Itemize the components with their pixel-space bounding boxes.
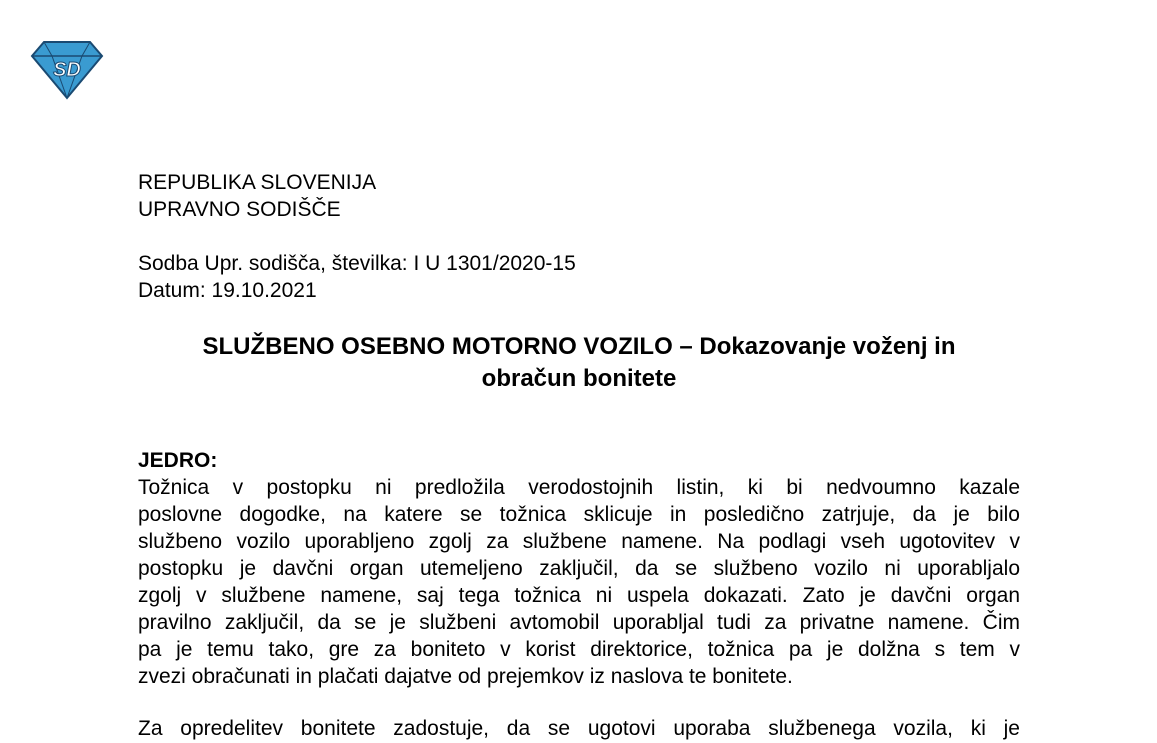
jedro-paragraph-2 [138, 715, 1020, 742]
jedro-heading: JEDRO: [138, 449, 218, 472]
court-logo [30, 40, 104, 100]
paragraph-line: postopku je davčni organ utemeljeno zaključil, da se službeno vozilo ni uporabljalo [138, 557, 1020, 580]
title-line-2: obračun bonitete [481, 365, 677, 392]
court-name: UPRAVNO SODIŠČE [138, 198, 341, 221]
country-name: REPUBLIKA SLOVENIJA [138, 171, 377, 194]
paragraph-line: službeno vozilo uporabljeno zgolj za službene namene. Na podlagi vseh ugotovitev v [138, 530, 1020, 553]
paragraph-line: pravilno zaključil, da se je službeni avtomobil uporabljal tudi za privatne namene. Čim [138, 611, 1020, 634]
logo-letters: SD [53, 59, 81, 81]
paragraph-line: pa je temu tako, gre za boniteto v korist direktorice, tožnica pa je dolžna s tem v [138, 638, 1020, 661]
paragraph-line: Tožnica v postopku ni predložila verodostojnih listin, ki bi nedvoumno kazale [138, 476, 1020, 499]
case-reference [138, 250, 1020, 304]
court-header [138, 169, 1020, 223]
paragraph-line: poslovne dogodke, na katere se tožnica sklicuje in posledično zatrjuje, da je bilo [138, 503, 1020, 526]
document-title [138, 331, 1020, 395]
jedro-paragraph-1 [138, 474, 1020, 690]
title-line-1: SLUŽBENO OSEBNO MOTORNO VOZILO – Dokazovanje voženj in [202, 333, 956, 360]
case-date: Datum: 19.10.2021 [138, 279, 317, 302]
paragraph-line: Za opredelitev bonitete zadostuje, da se ugotovi uporaba službenega vozila, ki je [138, 717, 1020, 740]
paragraph-line: zgolj v službene namene, saj tega tožnica ni uspela dokazati. Zato je davčni organ [138, 584, 1020, 607]
case-number: Sodba Upr. sodišča, številka: I U 1301/2020-15 [138, 252, 576, 275]
sd-diamond-logo-icon [30, 40, 104, 100]
paragraph-line: zvezi obračunati in plačati dajatve od prejemkov iz naslova te bonitete. [138, 665, 793, 688]
